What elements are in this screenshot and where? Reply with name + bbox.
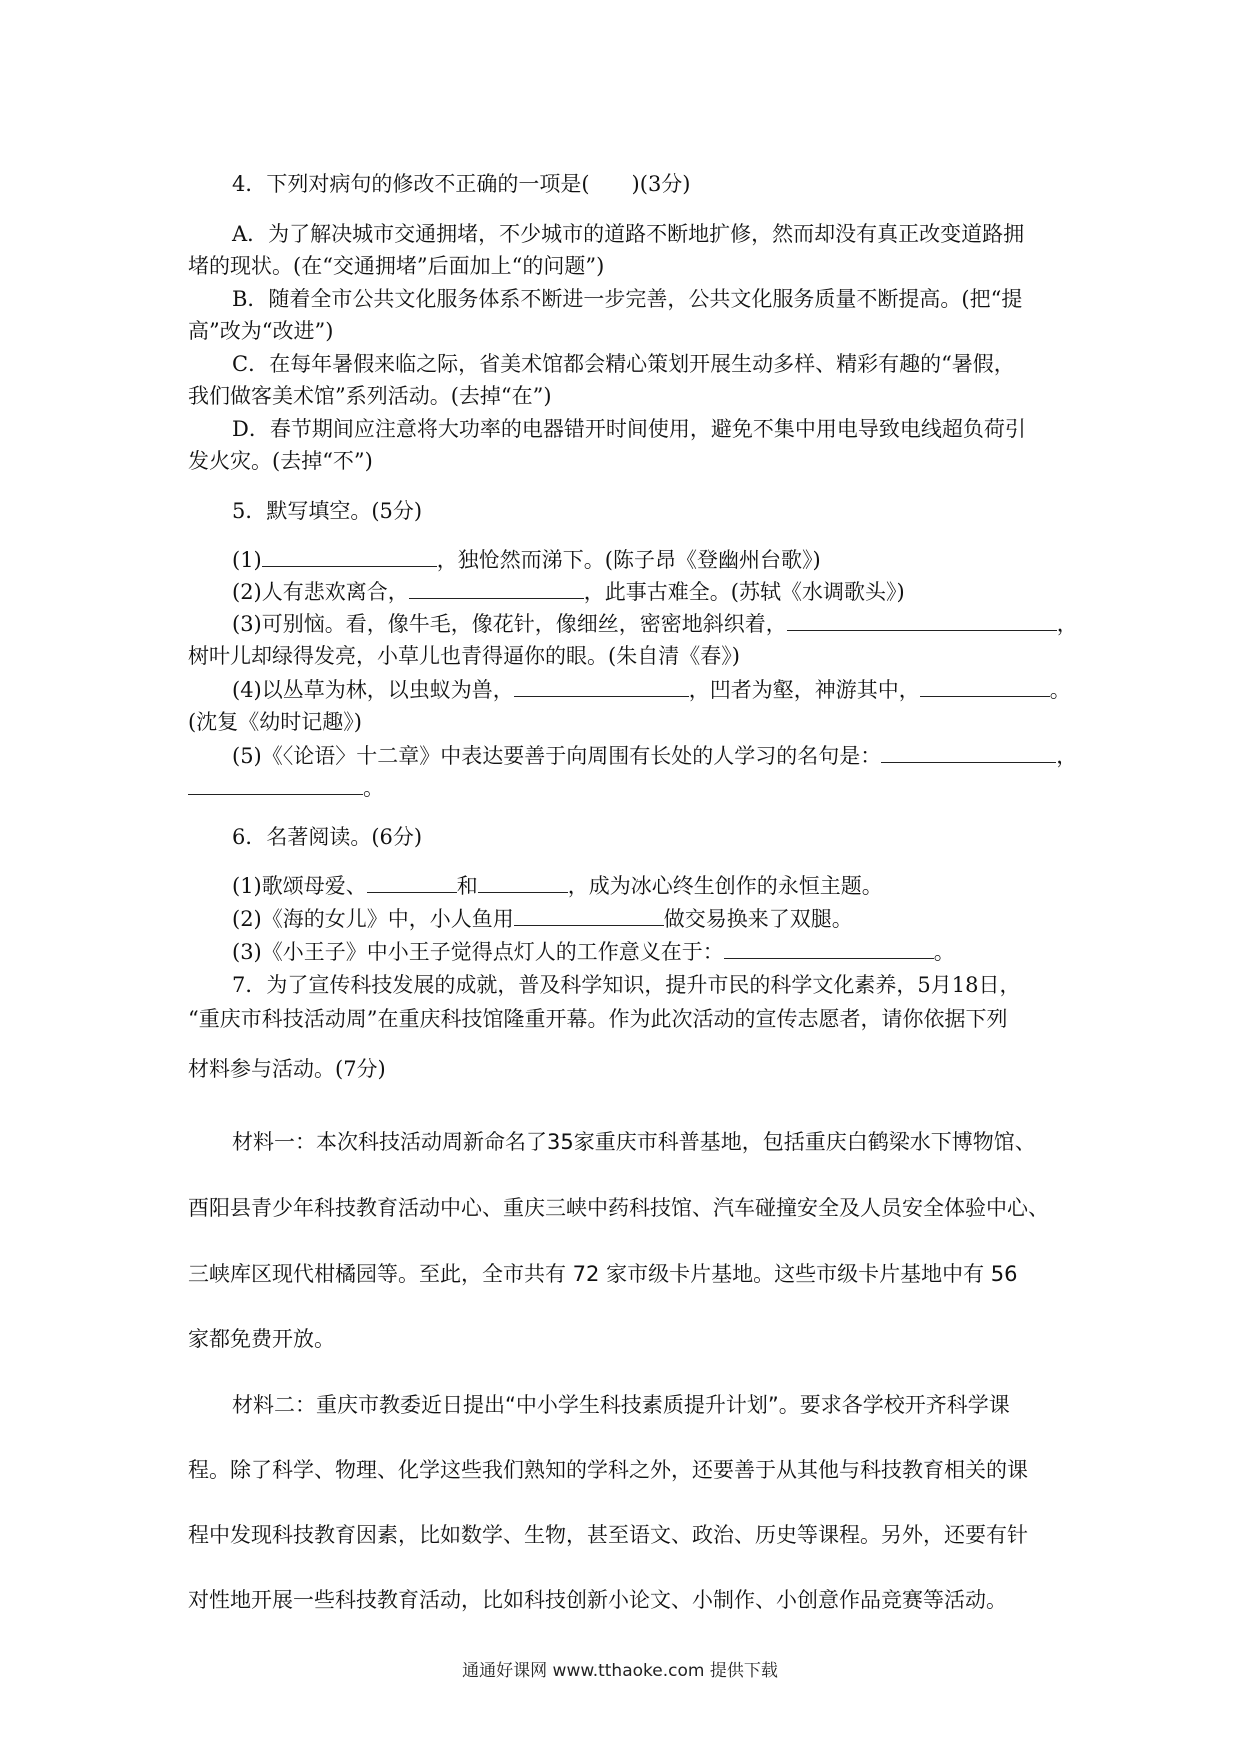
q4-option-d-line1: D．春节期间应注意将大功率的电器错开时间使用，避免不集中用电导致电线超负荷引 xyxy=(232,417,1026,441)
q5-item-5 xyxy=(232,742,1078,770)
answer-blank[interactable] xyxy=(514,905,664,926)
q5-item-2-prefix: (2)人有悲欢离合， xyxy=(232,580,409,604)
q5-item-3-comma: ， xyxy=(1056,612,1078,636)
q6-item-2-prefix: (2)《海的女儿》中，小人鱼用 xyxy=(232,907,514,931)
q7-stem-line1: 7．为了宣传科技发展的成就，普及科学知识，提升市民的科学文化素养，5月18日， xyxy=(232,973,1021,997)
q6-item-1-and: 和 xyxy=(456,874,478,898)
answer-blank[interactable] xyxy=(262,546,437,567)
material2-line2: 程。除了科学、物理、化学这些我们熟知的学科之外，还要善于从其他与科技教育相关的课 xyxy=(188,1458,1028,1482)
q4-stem: 4．下列对病句的修改不正确的一项是( )(3分) xyxy=(232,172,691,196)
answer-blank[interactable] xyxy=(920,676,1050,697)
q4-option-c-line2: 我们做客美术馆”系列活动。(去掉“在”) xyxy=(188,384,552,408)
q6-item-1-prefix: (1)歌颂母爱、 xyxy=(232,874,367,898)
q5-item-3-line2: 树叶儿却绿得发亮，小草儿也青得逼你的眼。(朱自清《春》) xyxy=(188,644,740,668)
q4-option-a-line1: A．为了解决城市交通拥堵，不少城市的道路不断地扩修，然而却没有真正改变道路拥 xyxy=(232,222,1025,246)
q5-item-1-text: ，独怆然而涕下。(陈子昂《登幽州台歌》) xyxy=(436,548,821,572)
page-footer: 通通好课网 www.tthaoke.com 提供下载 xyxy=(462,1661,778,1681)
q4-option-d-line2: 发火灾。(去掉“不”) xyxy=(188,449,373,473)
q5-item-5-end: 。 xyxy=(363,776,384,800)
answer-blank[interactable] xyxy=(787,610,1057,631)
q6-stem: 6．名著阅读。(6分) xyxy=(232,825,423,849)
q5-item-2-text: ，此事古难全。(苏轼《水调歌头》) xyxy=(583,580,905,604)
q6-item-1 xyxy=(232,872,1068,900)
answer-blank[interactable] xyxy=(881,742,1056,763)
q5-item-5-prefix: (5)《〈论语〉十二章》中表达要善于向周围有长处的人学习的名句是： xyxy=(232,744,882,768)
material1-line3: 三峡库区现代柑橘园等。至此，全市共有 72 家市级卡片基地。这些市级卡片基地中有 56 xyxy=(188,1262,1018,1286)
q7-stem-line2: “重庆市科技活动周”在重庆科技馆隆重开幕。作为此次活动的宣传志愿者，请你依据下列 xyxy=(188,1007,1008,1031)
q5-item-5-comma: ， xyxy=(1056,744,1078,768)
q6-item-2 xyxy=(232,905,1068,933)
q5-item-1 xyxy=(232,546,1068,574)
q5-item-4-line2: (沈复《幼时记趣》) xyxy=(188,710,362,734)
material1-line4: 家都免费开放。 xyxy=(188,1327,335,1351)
q7-stem-line3: 材料参与活动。(7分) xyxy=(188,1057,386,1081)
q5-item-2 xyxy=(232,578,1068,606)
q5-stem: 5．默写填空。(5分) xyxy=(232,499,423,523)
q5-item-5-line2 xyxy=(188,774,1068,802)
q6-item-1-text: ，成为冰心终生创作的永恒主题。 xyxy=(567,874,883,898)
q5-item-1-prefix: (1) xyxy=(232,548,262,572)
q4-option-a-line2: 堵的现状。(在“交通拥堵”后面加上“的问题”) xyxy=(188,254,605,278)
q4-option-c-line1: C．在每年暑假来临之际，省美术馆都会精心策划开展生动多样、精彩有趣的“暑假， xyxy=(232,352,1015,376)
q6-item-3-prefix: (3)《小王子》中小王子觉得点灯人的工作意义在于： xyxy=(232,940,724,964)
q6-item-3 xyxy=(232,938,1068,966)
q5-item-3 xyxy=(232,610,1078,638)
q5-item-3-prefix: (3)可别恼。看，像牛毛，像花针，像细丝，密密地斜织着， xyxy=(232,612,787,636)
answer-blank[interactable] xyxy=(367,872,457,893)
material2-line1: 材料二：重庆市教委近日提出“中小学生科技素质提升计划”。要求各学校开齐科学课 xyxy=(232,1393,1010,1417)
answer-blank[interactable] xyxy=(514,676,689,697)
material2-line4: 对性地开展一些科技教育活动，比如科技创新小论文、小制作、小创意作品竞赛等活动。 xyxy=(188,1588,1007,1612)
material1-line2: 酉阳县青少年科技教育活动中心、重庆三峡中药科技馆、汽车碰撞安全及人员安全体验中心、 xyxy=(188,1196,1049,1220)
answer-blank[interactable] xyxy=(188,774,363,795)
q4-option-b-line2: 高”改为“改进”) xyxy=(188,319,334,343)
answer-blank[interactable] xyxy=(409,578,584,599)
q6-item-3-end: 。 xyxy=(933,940,955,964)
answer-blank[interactable] xyxy=(478,872,568,893)
q5-item-4-prefix: (4)以丛草为林，以虫蚁为兽， xyxy=(232,678,514,702)
material1-line1: 材料一：本次科技活动周新命名了35家重庆市科普基地，包括重庆白鹤梁水下博物馆、 xyxy=(232,1130,1036,1154)
q5-item-4-mid: ，凹者为壑，神游其中， xyxy=(688,678,920,702)
q6-item-2-text: 做交易换来了双腿。 xyxy=(663,907,853,931)
q5-item-4 xyxy=(232,676,1071,704)
q4-option-b-line1: B．随着全市公共文化服务体系不断进一步完善，公共文化服务质量不断提高。(把“提 xyxy=(232,287,1023,311)
q5-item-4-end: 。 xyxy=(1049,678,1071,702)
material2-line3: 程中发现科技教育因素，比如数学、生物，甚至语文、政治、历史等课程。另外，还要有针 xyxy=(188,1523,1028,1547)
answer-blank[interactable] xyxy=(724,938,934,959)
